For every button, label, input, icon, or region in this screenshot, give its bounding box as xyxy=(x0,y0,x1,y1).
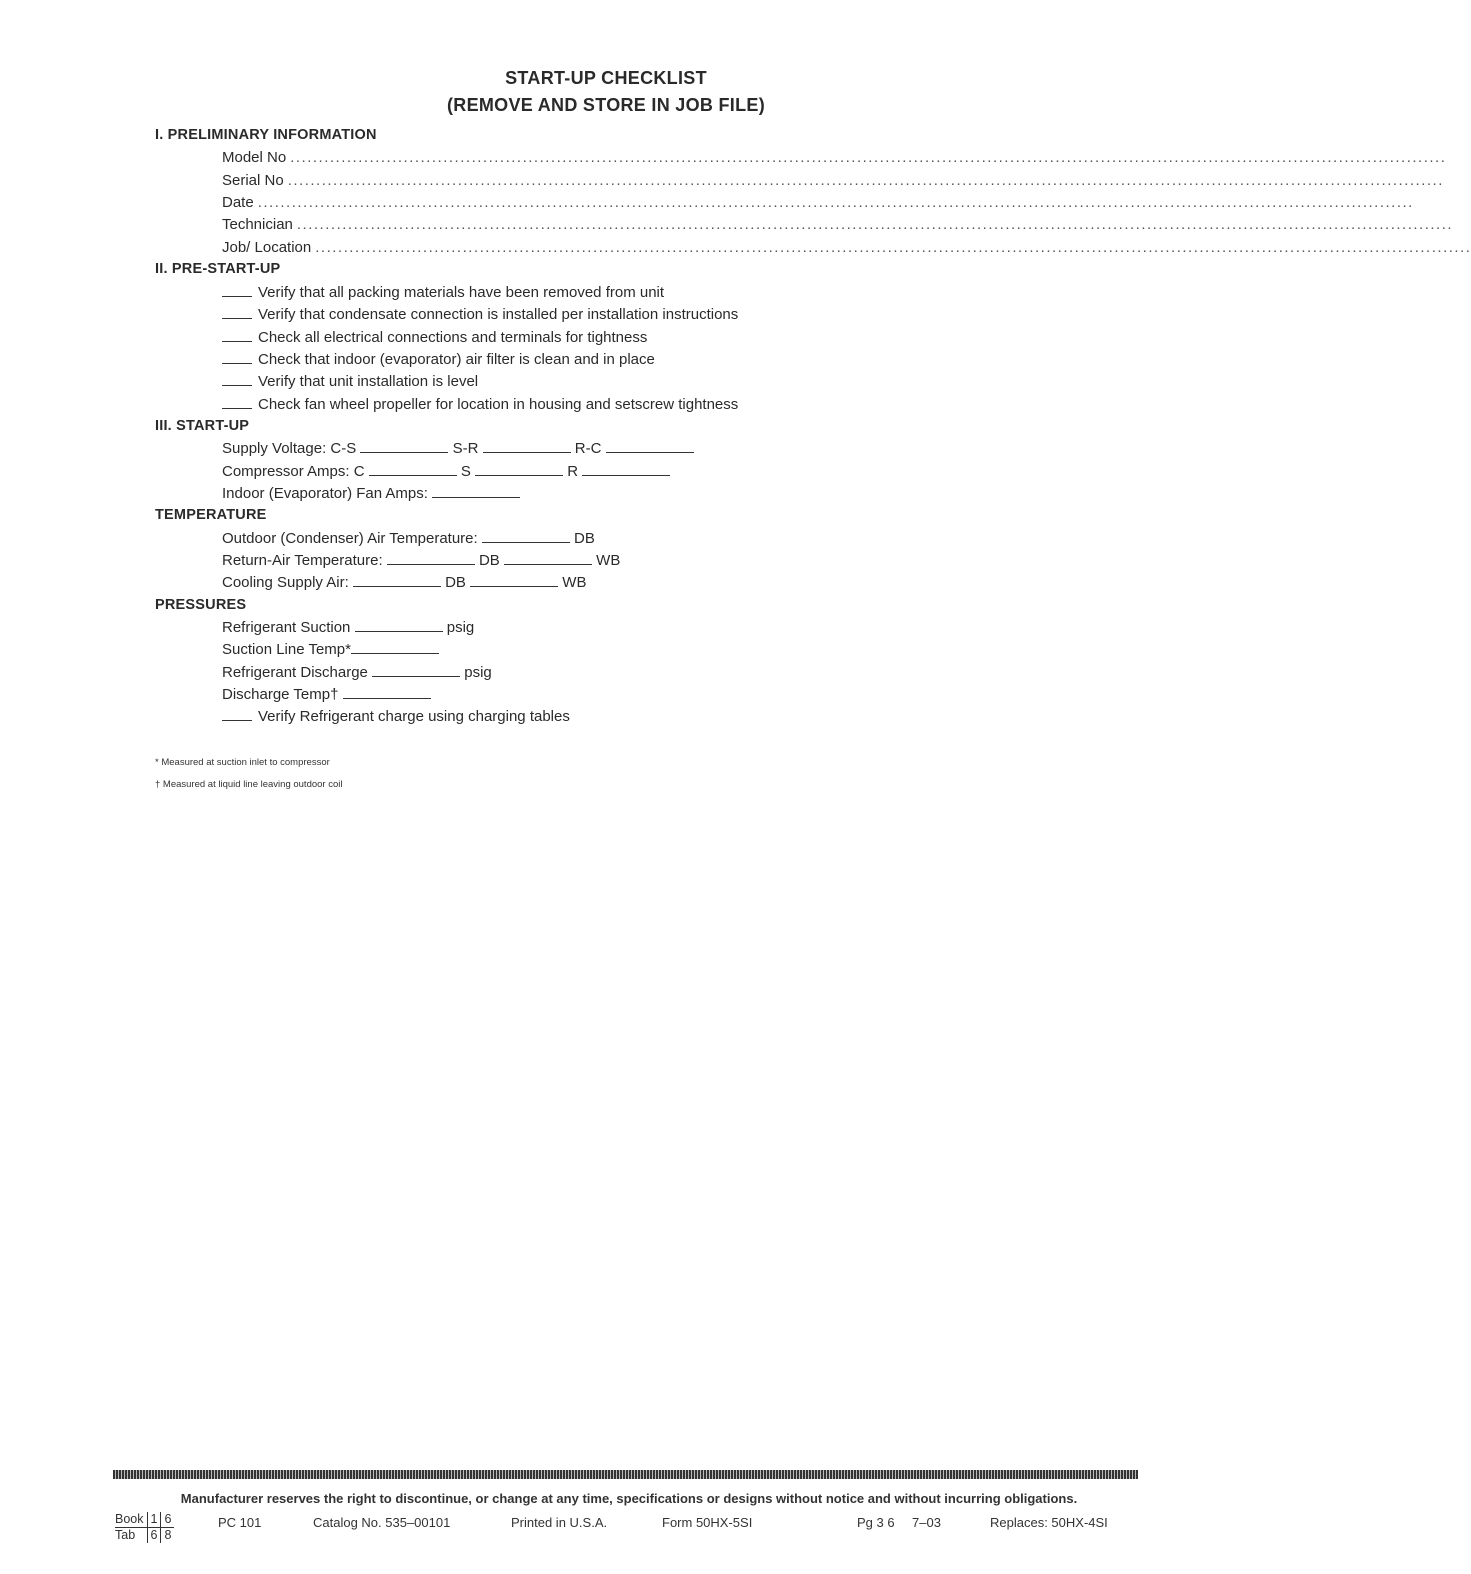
prestart-item[interactable] xyxy=(222,306,738,323)
field-label: Technician xyxy=(222,216,293,233)
discharge-temp-label: Discharge Temp† xyxy=(222,686,339,703)
dot-leader: ............................................................................................................................................................................................................ xyxy=(257,194,1414,211)
book-value-1: 1 xyxy=(147,1512,161,1528)
prestart-item-text: Check all electrical connections and terminals for tightness xyxy=(258,329,648,346)
outdoor-db-blank[interactable] xyxy=(482,530,570,543)
cooling-supply-label: Cooling Supply Air: xyxy=(222,574,349,591)
outdoor-air-temp-label: Outdoor (Condenser) Air Temperature: xyxy=(222,530,478,547)
prestart-item-text: Check that indoor (evaporator) air filter is clean and in place xyxy=(258,351,655,368)
check-blank[interactable] xyxy=(222,284,252,297)
amps-c-blank[interactable] xyxy=(369,463,457,476)
check-blank[interactable] xyxy=(222,373,252,386)
tab-label: Tab xyxy=(115,1528,147,1544)
psig-label: psig xyxy=(464,664,492,681)
dot-leader: ............................................................................................................................................................................................................ xyxy=(290,149,1447,166)
supply-voltage-label: Supply Voltage: C-S xyxy=(222,440,357,457)
prestart-item[interactable] xyxy=(222,396,738,413)
dot-leader: ............................................................................................................................................................................................................ xyxy=(315,239,1471,256)
footer-disclaimer: Manufacturer reserves the right to discontinue, or change at any time, specifications or designs without notice and without incurring obligations. xyxy=(180,1491,1078,1506)
discharge-temp-row xyxy=(222,686,431,703)
footnote-discharge: † Measured at liquid line leaving outdoor coil xyxy=(155,779,343,790)
footer-page: Pg 3 6 xyxy=(857,1515,895,1530)
footer-date: 7–03 xyxy=(912,1515,941,1530)
amps-s-blank[interactable] xyxy=(475,463,563,476)
amps-s-label: S xyxy=(460,463,471,480)
discharge-label: Refrigerant Discharge xyxy=(222,664,368,681)
prestart-item-text: Verify that condensate connection is installed per installation instructions xyxy=(258,306,739,323)
book-label: Book xyxy=(115,1512,147,1528)
discharge-temp-blank[interactable] xyxy=(343,686,431,699)
compressor-amps-label: Compressor Amps: C xyxy=(222,463,365,480)
section-pressures-heading: PRESSURES xyxy=(155,597,247,613)
db-label: DB xyxy=(478,552,500,569)
title-line-1: START-UP CHECKLIST xyxy=(505,68,707,88)
field-model-no[interactable] xyxy=(222,149,1447,166)
voltage-sr-blank[interactable] xyxy=(483,440,571,453)
footer-printed: Printed in U.S.A. xyxy=(511,1515,608,1530)
check-blank[interactable] xyxy=(222,306,252,319)
prestart-item-text: Check fan wheel propeller for location in housing and setscrew tightness xyxy=(258,396,739,413)
cooling-supply-row xyxy=(222,574,586,591)
suction-label: Refrigerant Suction xyxy=(222,619,351,636)
prestart-item-text: Verify that all packing materials have been removed from unit xyxy=(258,284,665,301)
db-label: DB xyxy=(574,530,595,547)
footer-catalog: Catalog No. 535–00101 xyxy=(313,1515,451,1530)
fan-amps-row xyxy=(222,485,520,502)
field-label: Job/ Location xyxy=(222,239,312,256)
section-temperature-heading: TEMPERATURE xyxy=(155,507,267,523)
footer-form: Form 50HX-5SI xyxy=(662,1515,753,1530)
field-label: Serial No xyxy=(222,172,284,189)
prestart-item[interactable] xyxy=(222,373,478,390)
check-blank[interactable] xyxy=(222,329,252,342)
suction-row xyxy=(222,619,474,636)
tab-value-1: 6 xyxy=(147,1528,161,1544)
footer-replaces: Replaces: 50HX-4SI xyxy=(990,1515,1108,1530)
verify-charge-item[interactable] xyxy=(222,708,570,725)
field-job-location[interactable] xyxy=(222,239,1471,256)
check-blank[interactable] xyxy=(222,351,252,364)
book-value-2: 6 xyxy=(161,1512,174,1528)
prestart-item[interactable] xyxy=(222,351,655,368)
psig-label: psig xyxy=(446,619,475,636)
suction-temp-label: Suction Line Temp* xyxy=(222,641,351,658)
outdoor-air-temp-row xyxy=(222,530,595,547)
section-startup-heading: III. START-UP xyxy=(155,418,250,434)
return-air-temp-label: Return-Air Temperature: xyxy=(222,552,383,569)
voltage-cs-blank[interactable] xyxy=(360,440,448,453)
cooling-db-blank[interactable] xyxy=(353,574,441,587)
cooling-wb-blank[interactable] xyxy=(470,574,558,587)
discharge-blank[interactable] xyxy=(372,664,460,677)
field-serial-no[interactable] xyxy=(222,172,1444,189)
suction-blank[interactable] xyxy=(355,619,443,632)
title-line-2: (REMOVE AND STORE IN JOB FILE) xyxy=(446,95,766,115)
wb-label: WB xyxy=(562,574,587,591)
dot-leader: ............................................................................................................................................................................................................ xyxy=(296,216,1454,233)
discharge-row xyxy=(222,664,492,681)
compressor-amps-row xyxy=(222,463,670,480)
tab-value-2: 8 xyxy=(164,1528,172,1542)
suction-temp-blank[interactable] xyxy=(351,641,439,654)
fan-amps-blank[interactable] xyxy=(432,485,520,498)
return-db-blank[interactable] xyxy=(387,552,475,565)
field-label: Date xyxy=(222,194,254,211)
field-label: Model No xyxy=(222,149,287,166)
field-technician[interactable] xyxy=(222,216,1454,233)
amps-r-blank[interactable] xyxy=(582,463,670,476)
return-wb-blank[interactable] xyxy=(504,552,592,565)
prestart-item[interactable] xyxy=(222,284,664,301)
suction-temp-row xyxy=(222,641,439,658)
footer-pc: PC 101 xyxy=(218,1515,262,1530)
amps-r-label: R xyxy=(567,463,579,480)
fan-amps-label: Indoor (Evaporator) Fan Amps: xyxy=(222,485,428,502)
voltage-rc-blank[interactable] xyxy=(606,440,694,453)
dot-leader: ............................................................................................................................................................................................................ xyxy=(287,172,1444,189)
voltage-rc-label: R-C xyxy=(574,440,602,457)
db-label: DB xyxy=(445,574,466,591)
prestart-item-text: Verify that unit installation is level xyxy=(258,373,479,390)
section-prestart-heading: II. PRE-START-UP xyxy=(155,261,281,277)
check-blank[interactable] xyxy=(222,396,252,409)
verify-charge-text: Verify Refrigerant charge using charging tables xyxy=(258,708,570,725)
field-date[interactable] xyxy=(222,194,1414,211)
wb-label: WB xyxy=(596,552,621,569)
footer-barcode-strip xyxy=(113,1470,1138,1479)
supply-voltage-row xyxy=(222,440,694,457)
section-preliminary-heading: I. PRELIMINARY INFORMATION xyxy=(155,127,377,143)
voltage-sr-label: S-R xyxy=(452,440,479,457)
footnote-suction: * Measured at suction inlet to compressor xyxy=(155,757,330,768)
check-blank[interactable] xyxy=(222,708,252,721)
book-tab-box xyxy=(115,1512,174,1543)
return-air-temp-row xyxy=(222,552,620,569)
prestart-item[interactable] xyxy=(222,329,647,346)
